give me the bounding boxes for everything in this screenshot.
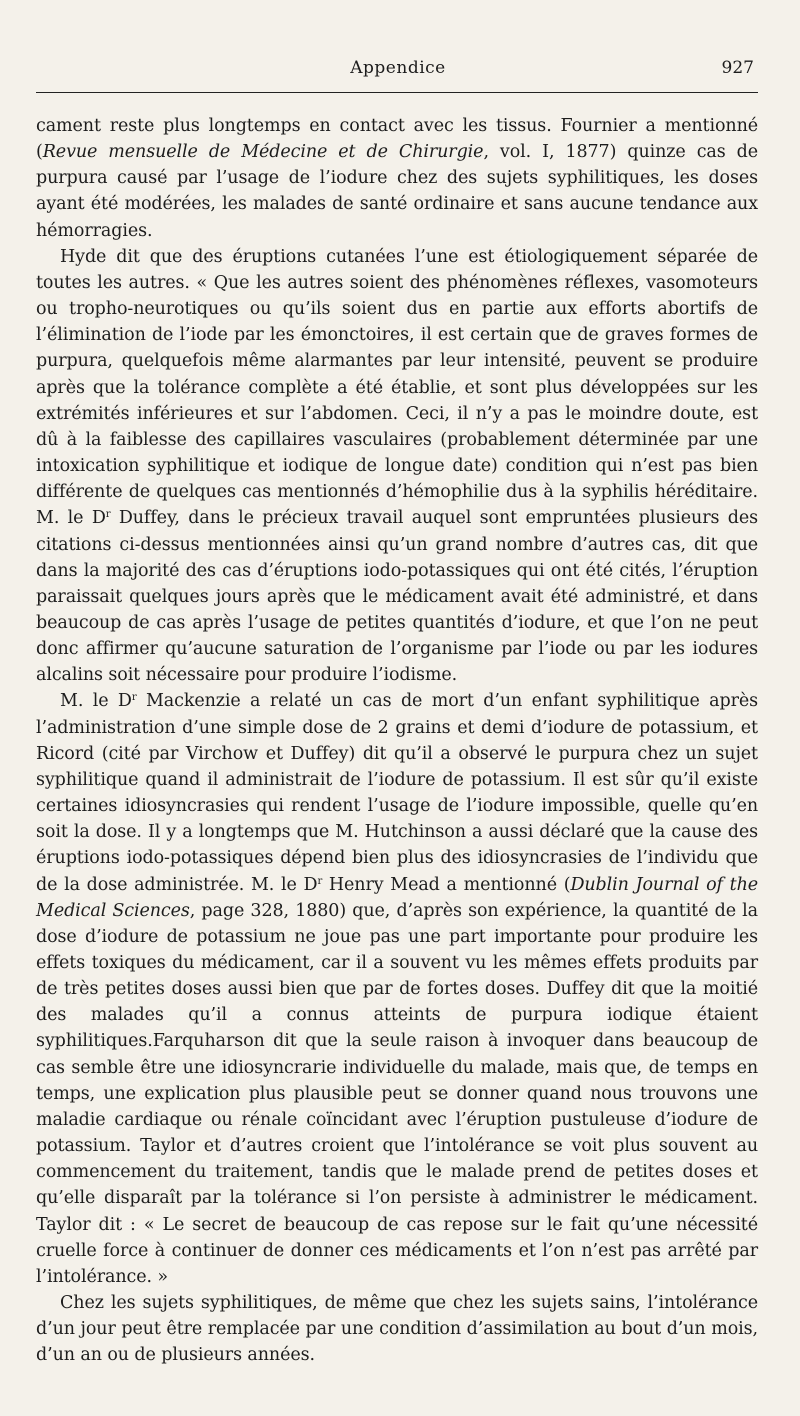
superscript: r xyxy=(317,875,323,887)
page-header xyxy=(36,56,760,86)
superscript: r xyxy=(105,509,111,521)
text-run: cament reste plus longtemps en contact avec les tissus. Fournier a mentionné ( xyxy=(36,116,758,163)
paragraph-2 xyxy=(36,244,758,689)
journal-title: Revue mensuelle de Médecine et de Chirurgie xyxy=(42,142,484,163)
text-run: Hyde dit que des éruptions cutanées l’une est étiologiquement séparée de toutes les autres. « Que les autres soient des phénomènes réflexes, vasomoteurs ou tropho-neurotiques ou qu’ils soient dus en partie aux efforts abortifs de l’élimination de l’iode par les émonctoires, il est certain que de graves formes de purpura, quelquefois même alarmantes par leur intensité, peuvent se produire après que la tolérance complète a été établie, et sont plus développées sur les extrémités inférieures et sur l’abdomen. Ceci, il n’y a pas le moindre doute, est dû à la faiblesse des capillaires vasculaires (probablement déterminée par une intoxication syphilitique et iodique de longue date) condition qui n’est pas bien différente de quelques cas mentionnés d’hémophilie dus à la syphilis héréditaire. M. le D xyxy=(36,246,758,529)
superscript: r xyxy=(131,692,137,704)
paragraph-1 xyxy=(36,113,758,244)
text-run: Chez les sujets syphilitiques, de même que chez les sujets sains, l’intolérance d’un jour peut être remplacée par une condition d’assimilation au bout d’un mois, d’un an ou de plusieurs années. xyxy=(36,1293,758,1366)
text-run: , vol. I, 1877) quinze cas de purpura causé par l’usage de l’iodure chez des sujets syphilitiques, les doses ayant été modérées, les malades de santé ordinaire et sans aucune tendance aux hémorragies. xyxy=(36,142,758,241)
journal-title: Dublin Journal of the Medical Sciences xyxy=(36,874,758,921)
text-run: Henry Mead a mentionné ( xyxy=(322,874,571,895)
text-run: , page 328, 1880) que, d’après son expérience, la quantité de la dose d’iodure de potassium ne joue pas une part importante pour produire les effets toxiques du médicament, car il a souvent vu les mêmes effets produits par de très petites doses aussi bien que par de fortes doses. Duffey dit que la moitié des malades qu’il a connus atteints de purpura iodique étaient syphilitiques.Farquharson dit que la seule raison à invoquer dans beaucoup de cas semble être une idiosyncrarie individuelle du malade, mais que, de temps en temps, une explication plus plausible peut se donner quand nous trouvons une maladie cardiaque ou rénale coïncidant avec l’éruption pustuleuse d’iodure de potassium. Taylor et d’autres croient que l’intolérance se voit plus souvent au commencement du traitement, tandis que le malade prend de petites doses et qu’elle disparaît par la tolérance si l’on persiste à administrer le médicament. Taylor dit : « Le secret de beaucoup de cas repose sur le fait qu’une nécessité cruelle force à continuer de donner ces médicaments et l’on n’est pas arrêté par l’intolérance. » xyxy=(36,900,758,1287)
text-run: M. le D xyxy=(60,691,132,712)
paragraph-3 xyxy=(36,688,758,1290)
paragraph-4 xyxy=(36,1290,758,1368)
body-text xyxy=(36,113,758,1369)
running-title: Appendice xyxy=(350,58,446,78)
page-number: 927 xyxy=(721,58,754,78)
header-rule xyxy=(36,92,758,93)
text-run: Mackenzie a relaté un cas de mort d’un enfant syphilitique après l’administration d’une simple dose de 2 grains et demi d’iodure de potassium, et Ricord (cité par Virchow et Duffey) dit qu’il a observé le purpura chez un sujet syphilitique quand il administrait de l’iodure de potassium. Il est sûr qu’il existe certaines idiosyncrasies qui rendent l’usage de l’iodure impossible, quelle qu’en soit la dose. Il y a longtemps que M. Hutchinson a aussi déclaré que la cause des éruptions iodo-potassiques dépend bien plus des idiosyncrasies de l’individu que de la dose administrée. M. le D xyxy=(36,691,758,895)
text-run: Duffey, dans le précieux travail auquel sont empruntées plusieurs des citations ci-dessus mentionnées ainsi qu’un grand nombre d’autres cas, dit que dans la majorité des cas d’éruptions iodo-potassiques qui ont été cités, l’éruption paraissait quelques jours après que le médicament avait été administré, et dans beaucoup de cas après l’usage de petites quantités d’iodure, et que l’on ne peut donc affirmer qu’aucune saturation de l’organisme par l’iode ou par les iodures alcalins soit nécessaire pour produire l’iodisme. xyxy=(36,508,758,686)
